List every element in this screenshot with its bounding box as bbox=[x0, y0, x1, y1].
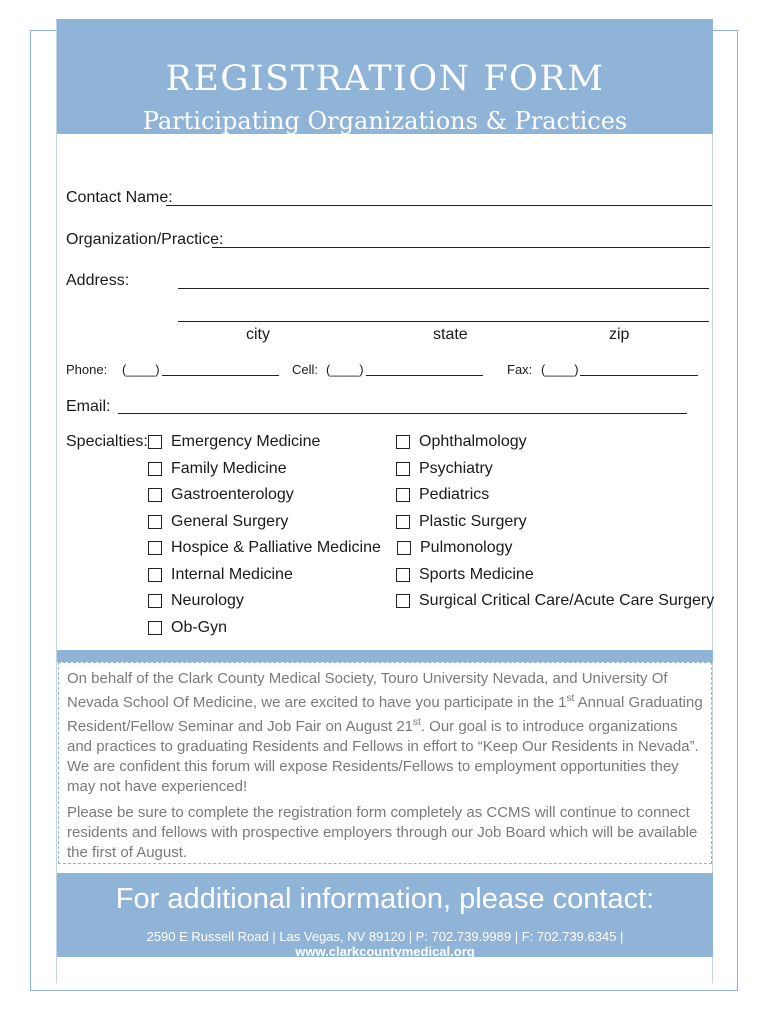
divider-band bbox=[57, 650, 713, 662]
specialty-label: Plastic Surgery bbox=[419, 513, 527, 530]
address-label: Address: bbox=[66, 272, 130, 289]
checkbox[interactable] bbox=[148, 435, 162, 449]
specialty-option[interactable] bbox=[148, 566, 293, 584]
specialty-label: Pulmonology bbox=[420, 539, 513, 556]
specialty-label: Surgical Critical Care/Acute Care Surgery bbox=[419, 592, 715, 609]
specialty-option[interactable] bbox=[396, 486, 489, 504]
specialty-option[interactable] bbox=[396, 460, 493, 478]
phone-area-code[interactable]: (____) bbox=[122, 362, 160, 377]
checkbox[interactable] bbox=[148, 594, 162, 608]
checkbox[interactable] bbox=[148, 462, 162, 476]
website-link[interactable]: www.clarkcountymedical.org bbox=[295, 944, 475, 959]
cell-label: Cell: bbox=[292, 362, 319, 377]
organization-field[interactable] bbox=[212, 247, 710, 248]
info-notice bbox=[58, 662, 712, 864]
checkbox[interactable] bbox=[148, 515, 162, 529]
specialty-label: General Surgery bbox=[171, 513, 289, 530]
specialty-option[interactable] bbox=[148, 619, 227, 637]
checkbox[interactable] bbox=[396, 488, 410, 502]
notice-paragraph-2: Please be sure to complete the registration form completely as CCMS will continue to connect residents and fellows with prospective employers through our Job Board which will be available the first of August. bbox=[67, 804, 698, 861]
checkbox[interactable] bbox=[396, 568, 410, 582]
specialty-label: Ophthalmology bbox=[419, 433, 527, 450]
page-title: REGISTRATION FORM bbox=[165, 59, 605, 99]
contact-name-field[interactable] bbox=[166, 205, 712, 206]
city-label: city bbox=[246, 326, 270, 343]
specialty-label: Psychiatry bbox=[419, 460, 493, 477]
address-line-1-field[interactable] bbox=[178, 288, 709, 289]
specialty-option[interactable] bbox=[148, 433, 320, 451]
email-field[interactable] bbox=[118, 413, 687, 414]
specialty-label: Sports Medicine bbox=[419, 566, 534, 583]
checkbox[interactable] bbox=[396, 462, 410, 476]
specialty-option[interactable] bbox=[396, 566, 534, 584]
phone-field[interactable] bbox=[162, 375, 279, 376]
specialty-option[interactable] bbox=[397, 539, 513, 557]
checkbox[interactable] bbox=[148, 568, 162, 582]
checkbox[interactable] bbox=[148, 621, 162, 635]
specialty-label: Hospice & Palliative Medicine bbox=[171, 539, 381, 556]
specialty-label: Family Medicine bbox=[171, 460, 287, 477]
checkbox[interactable] bbox=[396, 594, 410, 608]
specialty-option[interactable] bbox=[396, 433, 527, 451]
state-label: state bbox=[433, 326, 468, 343]
checkbox[interactable] bbox=[148, 488, 162, 502]
checkbox[interactable] bbox=[397, 541, 411, 555]
zip-label: zip bbox=[609, 326, 630, 343]
specialty-label: Ob-Gyn bbox=[171, 619, 228, 636]
specialty-option[interactable] bbox=[148, 460, 287, 478]
specialty-option[interactable] bbox=[396, 592, 714, 610]
address-line-2-field[interactable] bbox=[178, 321, 709, 322]
phone-label: Phone: bbox=[66, 362, 108, 377]
fax-field[interactable] bbox=[580, 375, 698, 376]
specialty-label: Neurology bbox=[171, 592, 244, 609]
specialty-option[interactable] bbox=[396, 513, 527, 531]
page-subtitle: Participating Organizations & Practices bbox=[142, 107, 628, 135]
fax-label: Fax: bbox=[507, 362, 533, 377]
organization-label: Organization/Practice: bbox=[66, 231, 224, 248]
checkbox[interactable] bbox=[396, 435, 410, 449]
contact-address: 2590 E Russell Road | Las Vegas, NV 89120 | P: 702.739.9989 | F: 702.739.6345 | www.clarkcountymedical.org bbox=[146, 929, 624, 959]
specialties-label: Specialties: bbox=[66, 433, 148, 450]
cell-area-code[interactable]: (____) bbox=[326, 362, 364, 377]
checkbox[interactable] bbox=[148, 541, 162, 555]
form-header bbox=[57, 19, 713, 134]
contact-footer bbox=[57, 873, 713, 957]
cell-field[interactable] bbox=[366, 375, 483, 376]
specialty-option[interactable] bbox=[148, 592, 244, 610]
checkbox[interactable] bbox=[396, 515, 410, 529]
specialty-option[interactable] bbox=[148, 486, 294, 504]
contact-heading: For additional information, please contact: bbox=[115, 883, 655, 915]
specialty-option[interactable] bbox=[148, 513, 288, 531]
fax-area-code[interactable]: (____) bbox=[541, 362, 579, 377]
specialty-label: Gastroenterology bbox=[171, 486, 294, 503]
notice-paragraph-1: On behalf of the Clark County Medical Society, Touro University Nevada, and University Of Nevada School Of Medicine, we are excited to have you participate in the 1st Annual Graduating Resident/Fellow Seminar and Job Fair on August 21st. Our goal is to introduce organizations and practices to graduating Residents and Fellows in effort to “Keep Our Residents in Nevada”. We are confident this forum will expose Residents/Fellows to employment opportunities they may not have experienced! bbox=[67, 670, 703, 795]
specialty-option[interactable] bbox=[148, 539, 381, 557]
contact-name-label: Contact Name: bbox=[66, 189, 173, 206]
specialty-label: Pediatrics bbox=[419, 486, 490, 503]
email-label: Email: bbox=[66, 398, 111, 415]
specialty-label: Emergency Medicine bbox=[171, 433, 321, 450]
specialty-label: Internal Medicine bbox=[171, 566, 293, 583]
